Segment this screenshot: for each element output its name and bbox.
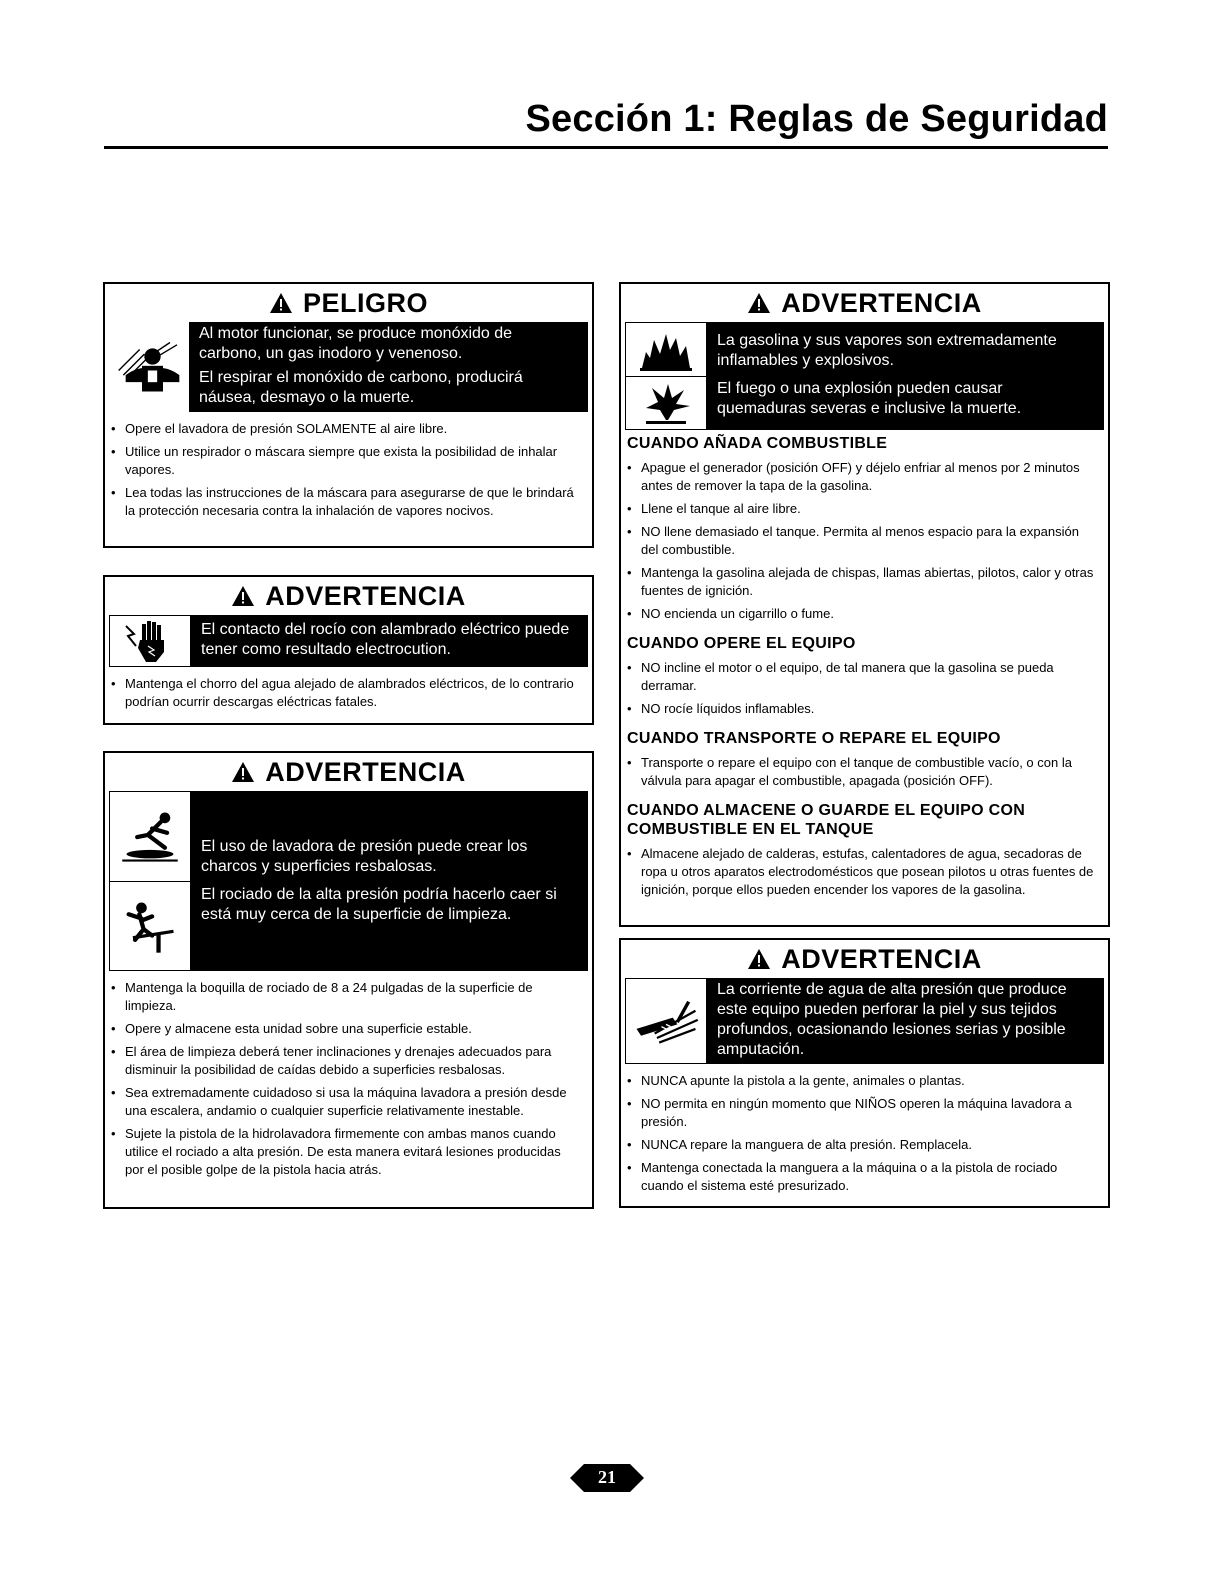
title-rule [104, 146, 1108, 149]
section-title: CUANDO AÑADA COMBUSTIBLE [627, 435, 888, 452]
peligro-bullets [105, 412, 592, 531]
section-title: CUANDO TRANSPORTE O REPARE EL EQUIPO [627, 730, 1001, 747]
warning-triangle-icon [231, 761, 255, 783]
advertencia-slip-box [103, 751, 594, 1209]
peligro-box [103, 282, 594, 548]
list-item: • NO permita en ningún momento que NIÑOS operen la máquina lavadora a presión. [641, 1095, 1098, 1131]
electric-icon-cell [110, 616, 190, 666]
advertencia-fuel-header [621, 284, 1108, 322]
advertencia-electric-header [105, 577, 592, 615]
slip-icons [109, 791, 191, 971]
warning-triangle-icon [747, 948, 771, 970]
list-item: • Mantenga el chorro del agua alejado de alambrados eléctricos, de lo contrario podrían ocurrir descargas eléctricas fatales. [125, 675, 582, 711]
list-item: • El área de limpieza deberá tener inclinaciones y drenajes adecuados para disminuir la posibilidad de caídas debido a superficies resbalosas. [125, 1043, 582, 1079]
list-item: • Lea todas las instrucciones de la máscara para asegurarse de que le brindará la protección necesaria contra la inhalación de vapores nocivos. [125, 484, 582, 520]
warning-triangle-icon [231, 585, 255, 607]
advertencia-fuel-message-line: El fuego o una explosión pueden causar quemaduras severas e inclusive la muerte. [717, 380, 1022, 417]
list-item: • Utilice un respirador o máscara siempre que exista la posibilidad de inhalar vapores. [125, 443, 582, 479]
slipping-person-icon [118, 806, 182, 866]
advertencia-spray-header [621, 940, 1108, 978]
page-title: Sección 1: Reglas de Seguridad [525, 98, 1108, 140]
advertencia-spray-box [619, 938, 1110, 1208]
list-item: • Sea extremadamente cuidadoso si usa la máquina lavadora a presión desde una escalera, andamio o cualquier superficie relativamente inestable. [125, 1084, 582, 1120]
page-number-badge [570, 1462, 644, 1494]
advertencia-slip-heading: ADVERTENCIA [265, 756, 466, 787]
list-item: • NO llene demasiado el tanque. Permita al menos espacio para la expansión del combustible. [641, 523, 1098, 559]
list-item: • Transporte o repare el equipo con el tanque de combustible vacío, o con la válvula para apagar el combustible, apagada (posición OFF). [641, 754, 1098, 790]
electric-icons [109, 615, 191, 667]
list-item: • Apague el generador (posición OFF) y déjelo enfriar al menos por 2 minutos antes de remover la tapa de la gasolina. [641, 459, 1098, 495]
fuel-section-bullets [621, 655, 1108, 725]
advertencia-slip-message-band [109, 791, 588, 971]
list-item: • Almacene alejado de calderas, estufas, calentadores de agua, secadoras de ropa u otros aparatos electrodomésticos que posean pilotos u otras fuentes de ignición, porque ellos pueden encender los vapores de la gasolina. [641, 845, 1098, 899]
list-item: • Sujete la pistola de la hidrolavadora firmemente con ambas manos cuando utilice el rociado a alta presión. De esta manera evitará lesiones producidas por el posible golpe de la pistola hacia atrás. [125, 1125, 582, 1179]
list-item: • Opere el lavadora de presión SOLAMENTE al aire libre. [125, 420, 582, 438]
list-item: • Mantenga conectada la manguera a la máquina o a la pistola de rociado cuando el sistema esté presurizado. [641, 1159, 1098, 1195]
list-item: • NO encienda un cigarrillo o fume. [641, 605, 1098, 623]
list-item: • NO rocíe líquidos inflamables. [641, 700, 1098, 718]
list-item: • Mantenga la boquilla de rociado de 8 a 24 pulgadas de la superficie de limpieza. [125, 979, 582, 1015]
advertencia-fuel-message-line: La gasolina y sus vapores son extremadamente inflamables y explosivos. [717, 332, 1057, 369]
advertencia-spray-message-line: La corriente de agua de alta presión que produce este equipo pueden perforar la piel y sus tejidos profundos, ocasionando lesiones serias y posible amputación. [717, 981, 1067, 1058]
advertencia-fuel-box [619, 282, 1110, 927]
advertencia-electric-bullets [105, 667, 592, 722]
advertencia-spray-heading: ADVERTENCIA [781, 943, 982, 974]
advertencia-slip-message-line: El rociado de la alta presión podría hacerlo caer si está muy cerca de la superficie de limpieza. [201, 886, 557, 923]
advertencia-slip-message-line: El uso de lavadora de presión puede crear los charcos y superficies resbalosas. [201, 838, 528, 875]
peligro-heading: PELIGRO [302, 287, 428, 318]
advertencia-electric-message-line: El contacto del rocío con alambrado eléctrico puede tener como resultado electrocution. [201, 621, 570, 658]
list-item: • NUNCA repare la manguera de alta presión. Remplacela. [641, 1136, 1098, 1154]
advertencia-spray-message-band [625, 978, 1104, 1064]
advertencia-fuel-message [707, 322, 1104, 430]
list-item: • Llene el tanque al aire libre. [641, 500, 1098, 518]
page-number: 21 [598, 1467, 616, 1487]
high-pressure-spray-icon [632, 993, 700, 1049]
peligro-message-band [109, 322, 588, 412]
advertencia-slip-header [105, 753, 592, 791]
fall-icon-cell [110, 882, 190, 971]
explosion-icon-cell [626, 377, 706, 430]
falling-person-icon [118, 896, 182, 956]
fire-icon-cell [626, 323, 706, 377]
peligro-icons [109, 322, 189, 412]
section-title: CUANDO ALMACENE O GUARDE EL EQUIPO CON COMBUSTIBLE EN EL TANQUE [627, 802, 1026, 838]
advertencia-slip-bullets [105, 971, 592, 1190]
spray-icons [625, 978, 707, 1064]
advertencia-electric-message-band [109, 615, 588, 667]
list-item: • Mantenga la gasolina alejada de chispas, llamas abiertas, pilotos, calor y otras fuentes de ignición. [641, 564, 1098, 600]
peligro-icon-cell [109, 322, 189, 412]
fire-icon [636, 326, 696, 372]
slip-icon-cell [110, 792, 190, 882]
warning-triangle-icon [269, 292, 293, 314]
advertencia-electric-message [191, 615, 588, 667]
fuel-icons [625, 322, 707, 430]
fuel-section-bullets [621, 841, 1108, 906]
warning-triangle-icon [747, 292, 771, 314]
advertencia-fuel-message-band [625, 322, 1104, 430]
advertencia-slip-message [191, 791, 588, 971]
section-title: CUANDO OPERE EL EQUIPO [627, 635, 856, 652]
peligro-message-line: El respirar el monóxido de carbono, producirá náusea, desmayo o la muerte. [199, 369, 523, 406]
list-item: • Opere y almacene esta unidad sobre una superficie estable. [125, 1020, 582, 1038]
list-item: • NO incline el motor o el equipo, de tal manera que la gasolina se pueda derramar. [641, 659, 1098, 695]
peligro-message [189, 322, 588, 412]
advertencia-spray-message [707, 978, 1104, 1064]
advertencia-fuel-heading: ADVERTENCIA [781, 287, 982, 318]
list-item: • NUNCA apunte la pistola a la gente, animales o plantas. [641, 1072, 1098, 1090]
fuel-section-bullets [621, 455, 1108, 630]
advertencia-electric-box [103, 575, 594, 725]
peligro-header [105, 284, 592, 322]
explosion-icon [636, 380, 696, 426]
advertencia-spray-bullets [621, 1064, 1108, 1206]
peligro-message-line: Al motor funcionar, se produce monóxido de carbono, un gas inodoro y venenoso. [199, 325, 513, 362]
advertencia-electric-heading: ADVERTENCIA [265, 580, 466, 611]
fuel-section-bullets [621, 750, 1108, 797]
spray-icon-cell [626, 979, 706, 1063]
electric-shock-hand-icon [120, 618, 180, 664]
toxic-fumes-icon [114, 339, 184, 395]
